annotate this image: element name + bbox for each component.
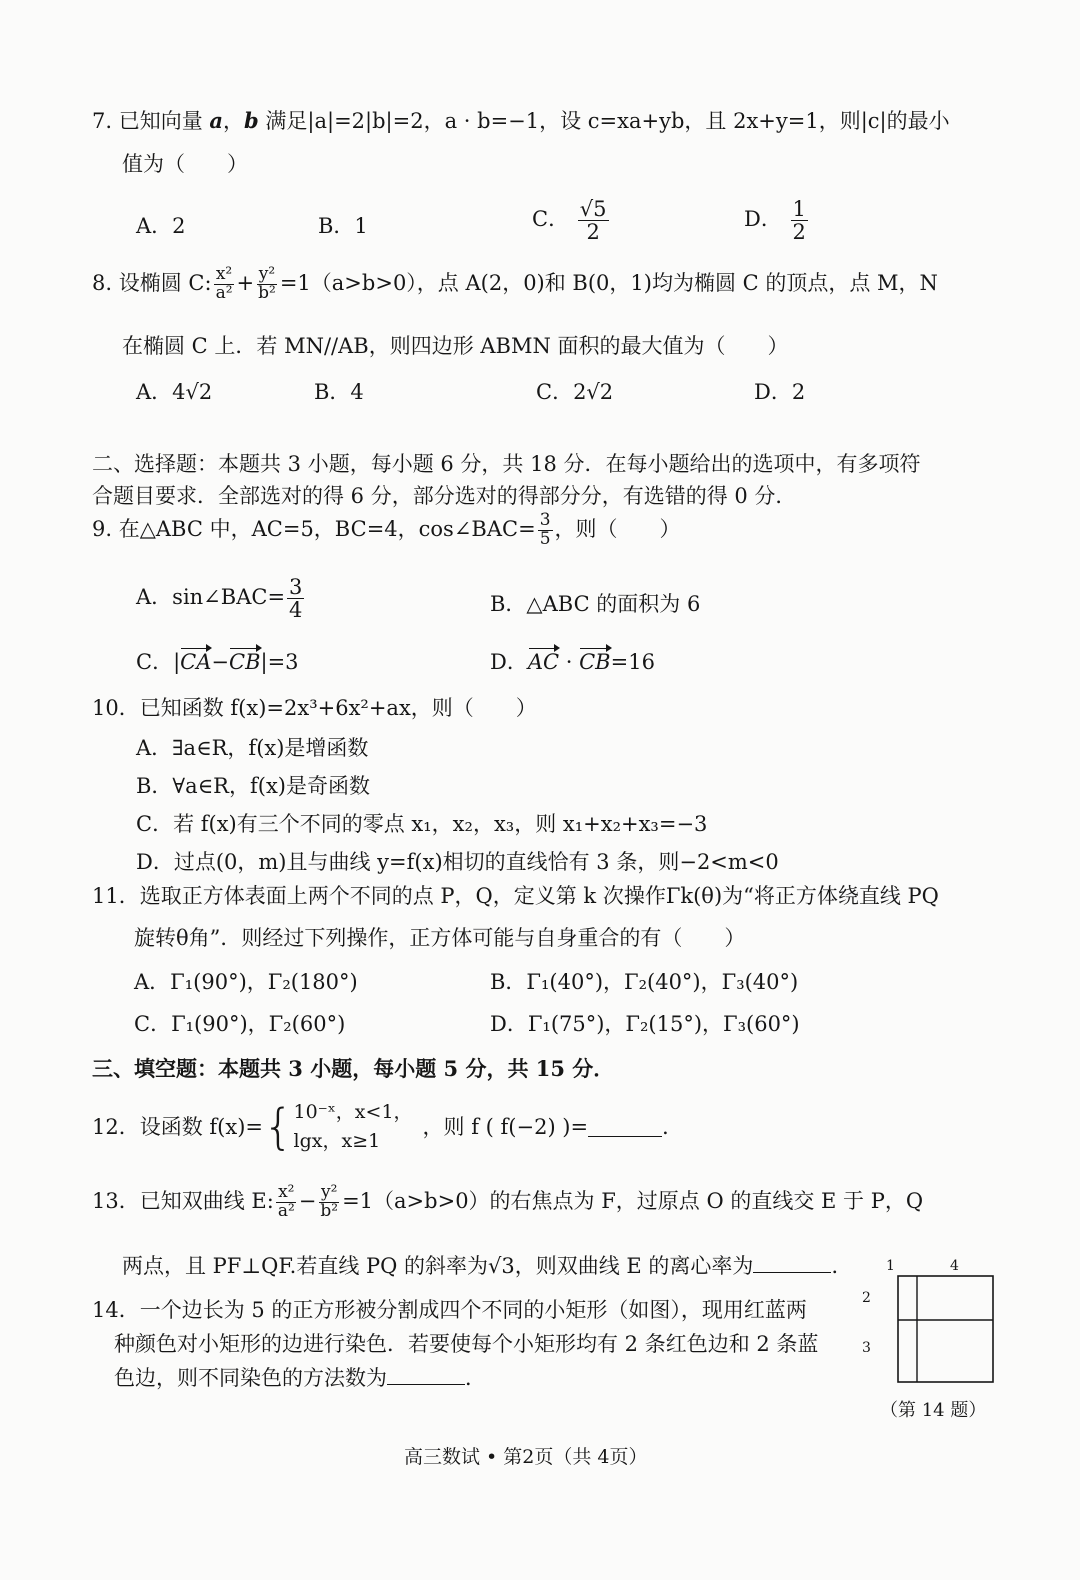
q11-stem-line1: 11．选取正方体表面上两个不同的点 P，Q，定义第 k 次操作Γk(θ)为“将正方体绕直线 PQ [92,884,939,908]
q11-option-d: D．Γ₁(75°)，Γ₂(15°)，Γ₃(60°) [490,1012,800,1036]
q7-number: 7. [92,109,113,133]
q7-option-d-numerator: 1 [792,197,806,221]
q14-line3-text: 色边，则不同染色的方法数为 [114,1366,387,1390]
q9-text-pre: 在△ABC 中，AC=5，BC=4，cos∠BAC= [118,516,536,541]
q8-option-a: A．4√2 [136,380,213,404]
q12-end: ． [662,1114,684,1139]
q9-option-a-den: 4 [289,598,303,623]
q9-option-d [490,650,655,675]
q9-option-c-minus: − [211,650,229,674]
q12-brace: { [263,1099,294,1156]
q12-case2: lgx，x≥1 [293,1130,381,1153]
q8-plus: + [236,270,255,295]
q14-fig-label-left1: 2 [862,1290,871,1306]
q13-answer-blank [753,1254,831,1273]
q7-option-c-numerator: √5 [579,197,607,221]
q10-option-d: D．过点(0，m)且与曲线 y=f(x)相切的直线恰有 3 条，则−2<m<0 [136,850,779,874]
q7-vector-b: b [244,108,259,133]
q14-fig-label-top1: 1 [886,1258,895,1274]
q9-vector-ca: CA [180,650,212,674]
q7-stem [92,108,950,134]
section2-line2: 合题目要求．全部选对的得 6 分，部分选对的得部分分，有选错的得 0 分． [92,484,797,508]
q14-fig-label-left2: 3 [862,1340,871,1356]
q14-outer-square [898,1276,993,1382]
q7-option-c-denominator: 2 [586,220,600,245]
q11-option-a: A．Γ₁(90°)，Γ₂(180°) [134,970,358,994]
q8-frac2-den: b² [258,282,276,303]
q9-number: 9. [92,516,113,541]
q9-option-a-text: A．sin∠BAC= [136,585,286,610]
q9-option-a-num: 3 [289,575,303,599]
q10-stem: 10．已知函数 f(x)=2x³+6x²+ax，则（ ） [92,696,537,720]
q9-option-d-post: =16 [610,650,655,674]
q10-option-b: B．∀a∈R，f(x)是奇函数 [136,774,370,798]
q9-vector-cb: CB [229,650,261,674]
q9-frac-num: 3 [539,510,551,530]
q14-line2: 种颜色对小矩形的边进行染色．若要使每个小矩形均有 2 条红色边和 2 条蓝 [114,1332,819,1356]
q12-answer-blank [588,1118,662,1137]
q7-line2: 值为（ ） [122,152,248,176]
q9-frac-den: 5 [539,528,551,549]
q7-option-d-label: D． [744,207,782,232]
q10-option-a: A．∃a∈R，f(x)是增函数 [136,736,369,760]
q13-frac2-den: b² [320,1200,339,1221]
q12-case1: 10⁻ˣ，x<1， [293,1101,413,1123]
q9-option-d-pre: D． [490,650,528,674]
q12-text-post: ，则 f ( f(−2) )= [422,1114,589,1139]
q8-text-post: =1（a>b>0），点 A(2，0)和 B(0，1)均为椭圆 C 的顶点，点 M，N [279,270,938,295]
section2-line1: 二、选择题：本题共 3 小题，每小题 6 分，共 18 分．在每小题给出的选项中，有多项符 [92,452,921,476]
q11-stem-line2: 旋转θ角”．则经过下列操作，正方体可能与自身重合的有（ ） [134,926,746,950]
q8-frac2-num: y² [258,264,276,284]
q7-comma: ， [223,109,245,133]
q11-option-b: B．Γ₁(40°)，Γ₂(40°)，Γ₃(40°) [490,970,799,994]
q7-option-b: B．1 [318,214,368,238]
q8-frac1-den: a² [215,282,233,303]
q9-vector-ac: AC [527,650,560,674]
q14-line3 [114,1366,486,1391]
q9-vector-cb-2: CB [579,650,611,674]
q13-minus: − [298,1188,317,1213]
q9-option-c [136,650,299,675]
q9-option-c-pre: C．| [136,650,181,674]
q9-option-a [136,576,306,621]
q7-condition: 满足|a|=2|b|=2，a · b=−1，设 c=xa+yb，且 2x+y=1，则|c|的最小 [265,109,950,133]
page-footer: 高三数试 • 第2页（共 4页） [404,1446,648,1468]
q13-stem [92,1184,923,1221]
q7-vector-a: a [209,108,224,133]
q12-cases [294,1098,413,1157]
q9-option-d-dot: · [559,650,580,674]
q14-figure-caption: （第 14 题） [880,1400,987,1421]
q11-option-c: C．Γ₁(90°)，Γ₂(60°) [134,1012,346,1036]
q10-option-c: C．若 f(x)有三个不同的零点 x₁，x₂，x₃，则 x₁+x₂+x₃=−3 [136,812,708,836]
q13-frac2-num: y² [321,1182,338,1202]
q8-frac1-num: x² [215,264,233,284]
q8-option-d: D．2 [754,380,806,404]
q14-fig-label-top2: 4 [950,1258,959,1274]
q9-stem [92,512,681,549]
q13-frac1-den: a² [277,1200,295,1221]
q13-text-pre: 13．已知双曲线 E: [92,1188,274,1213]
q9-text-post: ，则（ ） [554,516,681,541]
q14-figure-svg [858,1258,1008,1388]
q7-option-a: A．2 [136,214,186,238]
q7-option-d [744,198,810,243]
section3-heading: 三、填空题：本题共 3 小题，每小题 5 分，共 15 分． [92,1056,615,1081]
q7-option-c-label: C． [532,207,570,232]
q8-number: 8. [92,270,113,295]
q13-line2-text: 两点，且 PF⊥QF.若直线 PQ 的斜率为√3，则双曲线 E 的离心率为 [122,1254,754,1278]
q7-text-pre: 已知向量 [118,109,203,133]
q13-text-post: =1（a>b>0）的右焦点为 F，过原点 O 的直线交 E 于 P，Q [342,1188,924,1213]
q7-option-d-denominator: 2 [792,220,806,245]
q8-line2: 在椭圆 C 上．若 MN//AB，则四边形 ABMN 面积的最大值为（ ） [122,334,789,358]
q14-end: ． [465,1366,486,1390]
q9-option-b: B．△ABC 的面积为 6 [490,592,701,616]
q8-option-c: C．2√2 [536,380,614,404]
q14-answer-blank [387,1366,465,1385]
q13-line2 [122,1254,852,1279]
q8-option-b: B．4 [314,380,364,404]
q14-line1: 14．一个边长为 5 的正方形被分割成四个不同的小矩形（如图），现用红蓝两 [92,1298,807,1322]
q12-text-pre: 12．设函数 f(x)= [92,1114,263,1139]
q13-frac1-num: x² [278,1182,295,1202]
q9-option-c-post: |=3 [260,650,299,674]
q8-stem [92,266,938,303]
q12-stem [92,1098,683,1157]
q14-figure [858,1258,1008,1388]
q13-end: ． [831,1254,853,1278]
q8-text-pre: 设椭圆 C: [118,270,212,295]
q7-option-c [532,198,611,243]
